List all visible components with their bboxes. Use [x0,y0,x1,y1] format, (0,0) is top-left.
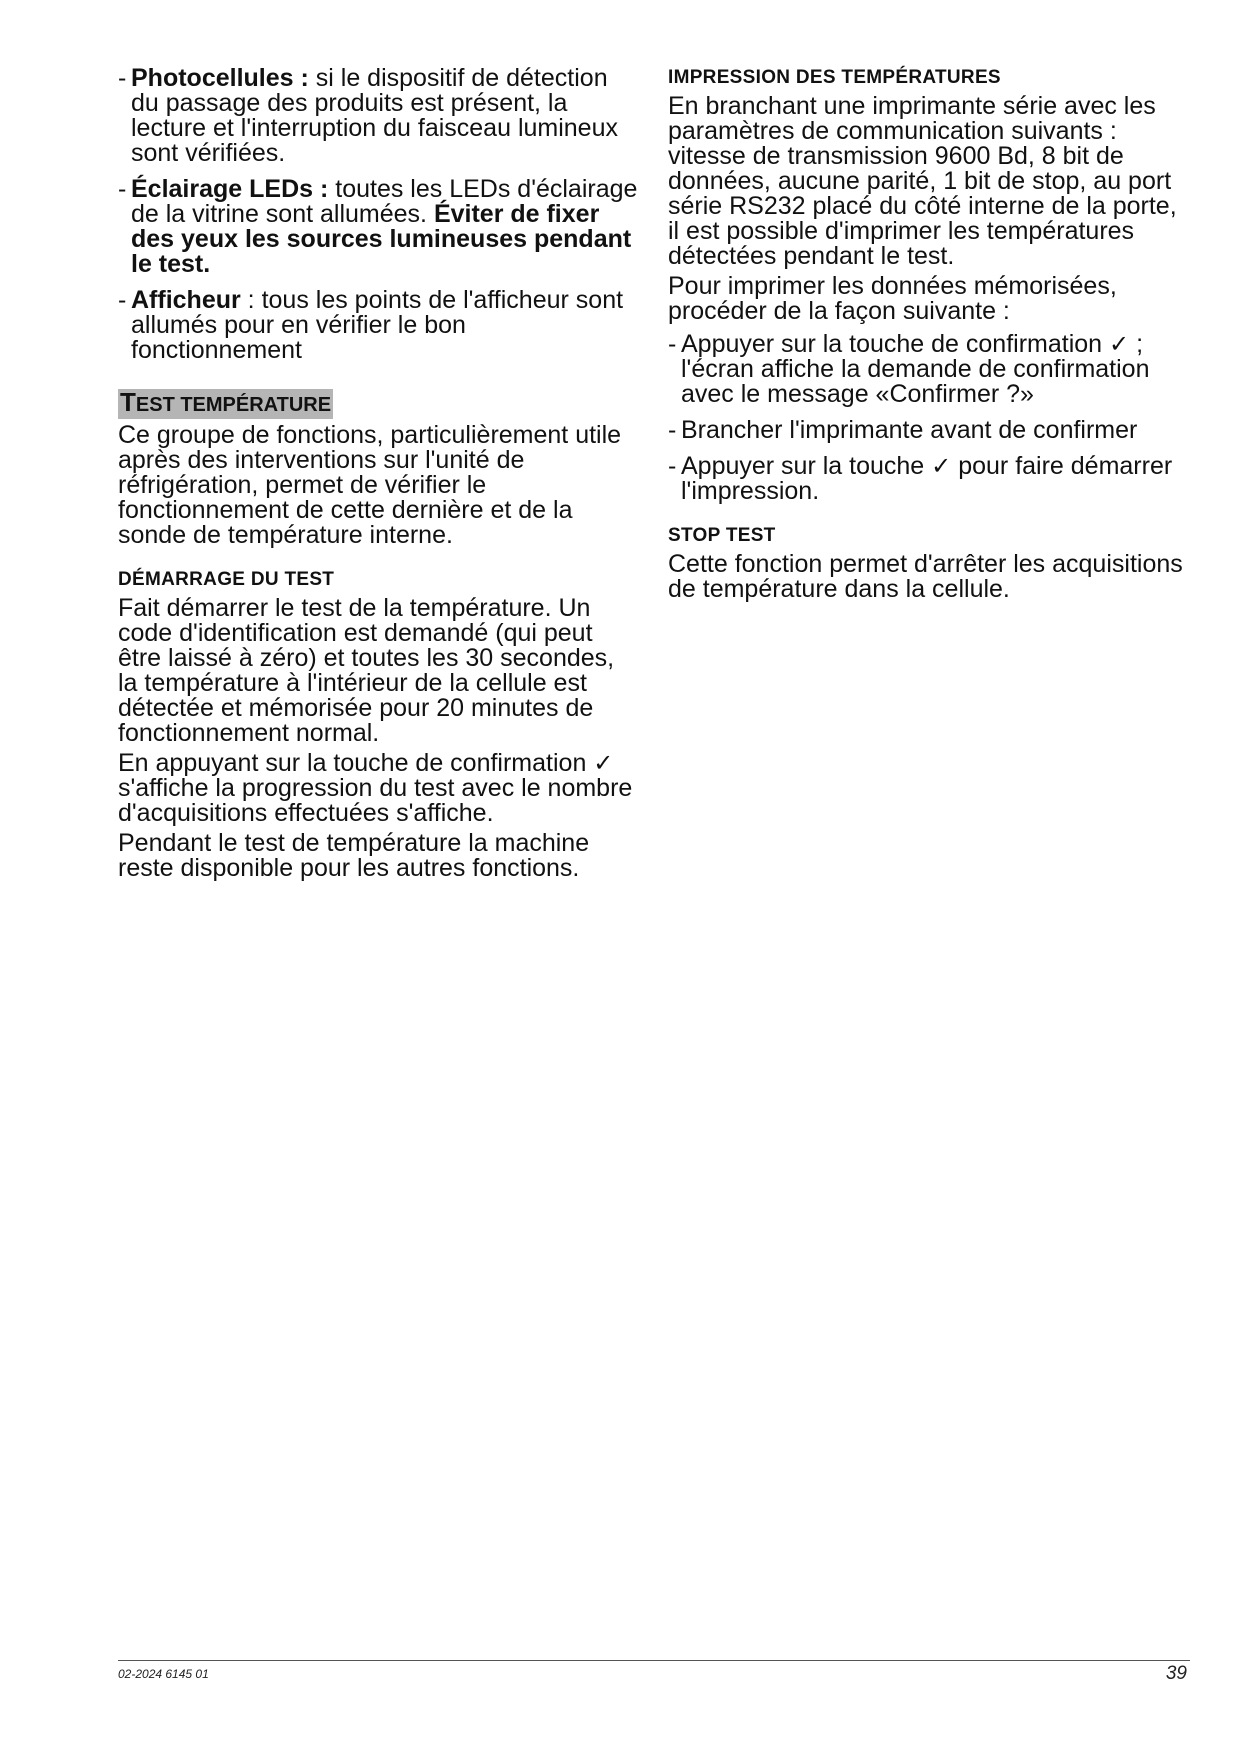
left-column [118,66,638,881]
bullet-text: Appuyer sur la touche de confirmation [681,330,1110,358]
subheading-impression: IMPRESSION DES TEMPÉRATURES [668,67,1001,88]
document-reference: 02-2024 6145 01 [118,1667,209,1681]
footer-divider [118,1660,1190,1661]
bullet-text: Appuyer sur la touche [681,452,932,480]
bullet-dash: - [118,64,127,92]
paragraph: Pour imprimer les données mémorisées, procéder de la façon suivante : [668,272,1117,325]
bullet-dash: - [668,330,677,358]
bullet-text: : tous les points de l'afficheur sont allumés pour en vérifier le bon fonctionnement [131,286,624,364]
right-column [668,66,1188,602]
bullet-dash: - [668,452,677,480]
section-intro: Ce groupe de fonctions, particulièrement utile après des interventions sur l'unité de réfrigération, permet de vérifier le fonctionnement de cette dernière et de la sonde de température interne. [118,421,622,549]
paragraph-text: s'affiche la progression du test avec le nombre d'acquisitions effectuées s'affiche. [118,774,633,827]
subheading-demarrage: DÉMARRAGE DU TEST [118,569,335,590]
subheading-stop-test: STOP TEST [668,525,776,546]
paragraph: Pendant le test de température la machine reste disponible pour les autres fonctions. [118,829,590,882]
bullet-dash: - [668,416,677,444]
list-item [118,288,638,363]
bullet-text: ; l'écran affiche la demande de confirmation avec le message «Confirmer ?» [681,330,1150,408]
check-icon: ✓ [593,749,614,777]
list-item [118,177,638,277]
page-number: 39 [1165,1663,1187,1684]
bullet-dash: - [118,175,127,203]
list-item [668,332,1188,407]
bullet-text: pour faire démarrer l'impression. [681,452,1173,505]
list-item [668,418,1188,443]
paragraph [118,751,638,826]
bullet-text: toutes les LEDs d'éclairage de la vitrine sont allumées. [131,175,638,228]
bullet-text: Brancher l'imprimante avant de confirmer [681,416,1138,444]
bullet-warning: Éviter de fixer des yeux les sources lumineuses pendant le test. [131,200,632,278]
bullet-term: Photocellules : [131,64,309,92]
paragraph: Fait démarrer le test de la température. Un code d'identification est demandé (qui peut être laissé à zéro) et toutes les 30 secondes, la température à l'intérieur de la cellule est détectée et mémorisée pour 20 minutes de fonctionnement normal. [118,594,615,747]
bullet-term: Afficheur [131,286,241,314]
section-title [118,389,333,419]
paragraph: Cette fonction permet d'arrêter les acquisitions de température dans la cellule. [668,550,1183,603]
list-item [668,454,1188,504]
bullet-term: Éclairage LEDs : [131,175,329,203]
section-title-rest: EST TEMPÉRATURE [135,394,332,416]
bullet-dash: - [118,286,127,314]
paragraph: En branchant une imprimante série avec les paramètres de communication suivants : vitesse de transmission 9600 Bd, 8 bit de données, aucune parité, 1 bit de stop, au port série RS232 placé du côté interne de la porte, il est possible d'imprimer les températures détectées pendant le test. [668,92,1177,270]
section-title-initial: T [120,387,136,417]
check-icon: ✓ [931,452,952,480]
list-item [118,66,638,166]
paragraph-text: En appuyant sur la touche de confirmation [118,749,594,777]
check-icon: ✓ [1109,330,1130,358]
bullet-text: si le dispositif de détection du passage des produits est présent, la lecture et l'interruption du faisceau lumineux sont vérifiées. [131,64,618,167]
